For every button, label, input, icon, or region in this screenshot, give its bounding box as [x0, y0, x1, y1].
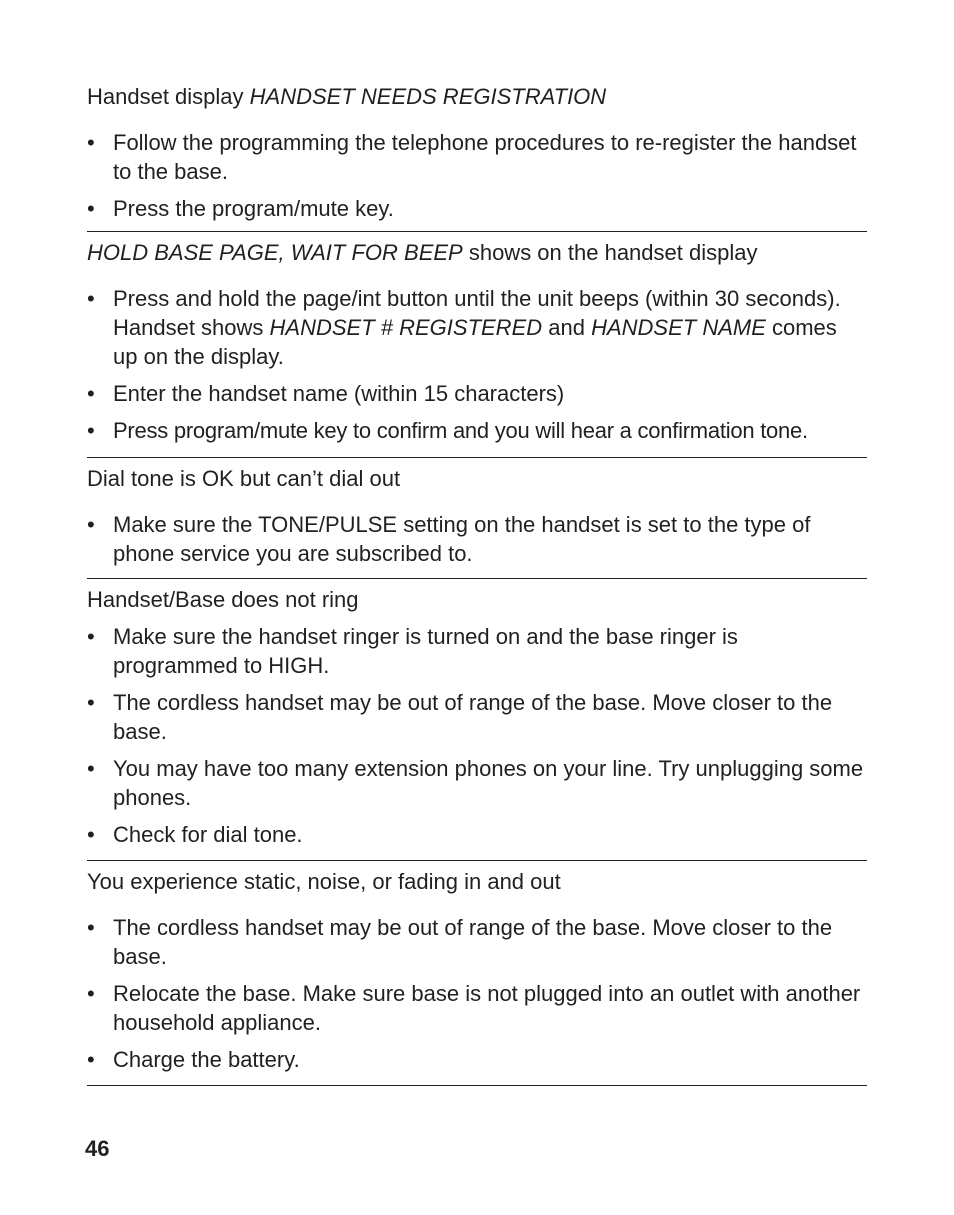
- section-cant-dial-out: [87, 464, 867, 579]
- list-item-text: and: [542, 315, 592, 340]
- heading-text: shows on the handset display: [462, 240, 758, 265]
- section-hold-base-page: [87, 238, 867, 458]
- list-item: • Press the program/mute key.: [87, 194, 867, 223]
- list-item: • Follow the programming the telephone procedures to re-register the handset to the base.: [87, 128, 867, 186]
- heading-text: Handset display: [87, 84, 250, 109]
- list-item: • Make sure the handset ringer is turned on and the base ringer is programmed to HIGH.: [87, 622, 867, 680]
- section-heading: Handset/Base does not ring: [87, 587, 359, 612]
- troubleshooting-content: [87, 82, 867, 1086]
- list-item: • Check for dial tone.: [87, 820, 867, 849]
- section-heading: [87, 238, 867, 267]
- section-static-noise: [87, 867, 867, 1086]
- heading-italic-text: HOLD BASE PAGE, WAIT FOR BEEP: [87, 240, 463, 265]
- list-item: • Relocate the base. Make sure base is not plugged into an outlet with another household appliance.: [87, 979, 867, 1037]
- section-heading: You experience static, noise, or fading in and out: [87, 869, 561, 894]
- section-does-not-ring: [87, 585, 867, 861]
- bullet-list: [87, 622, 867, 849]
- list-item: [87, 284, 867, 371]
- list-item: • The cordless handset may be out of range of the base. Move closer to the base.: [87, 913, 867, 971]
- bullet-list: [87, 128, 867, 223]
- bullet-list: [87, 284, 867, 445]
- list-item: • Enter the handset name (within 15 characters): [87, 379, 867, 408]
- list-item-text: comes up on the display.: [113, 315, 837, 369]
- list-item: • The cordless handset may be out of range of the base. Move closer to the base.: [87, 688, 867, 746]
- bullet-list: [87, 510, 867, 568]
- list-item: • Press program/mute key to confirm and you will hear a confirmation tone.: [87, 416, 867, 445]
- section-heading: [87, 82, 867, 111]
- list-item-italic-text: HANDSET # REGISTERED: [269, 315, 543, 340]
- list-item: • You may have too many extension phones on your line. Try unplugging some phones.: [87, 754, 867, 812]
- list-item-text: Press and hold the page/int button until the unit beeps (within 30 seconds). Handset shows: [113, 286, 841, 340]
- bullet-list: [87, 913, 867, 1074]
- heading-italic-text: HANDSET NEEDS REGISTRATION: [249, 84, 607, 109]
- section-heading: Dial tone is OK but can’t dial out: [87, 466, 401, 491]
- page-number: 46: [85, 1136, 110, 1161]
- list-item: • Make sure the TONE/PULSE setting on the handset is set to the type of phone service you are subscribed to.: [87, 510, 867, 568]
- list-item-italic-text: HANDSET NAME: [591, 315, 766, 340]
- list-item: • Charge the battery.: [87, 1045, 867, 1074]
- section-handset-needs-registration: [87, 82, 867, 232]
